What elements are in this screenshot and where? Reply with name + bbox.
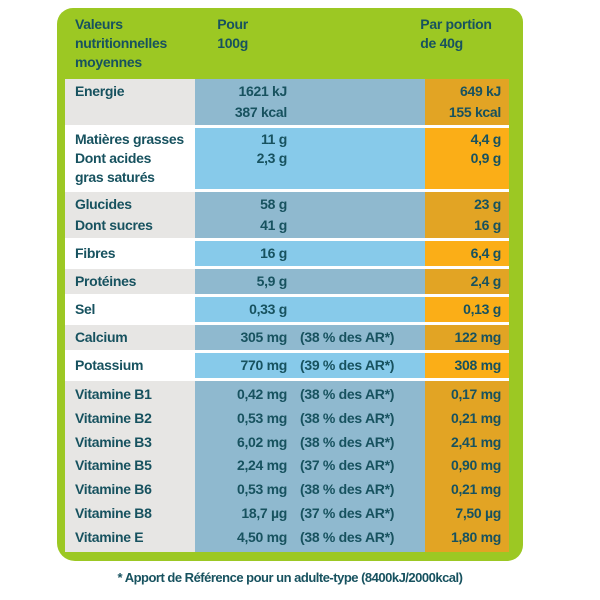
row-label: Glucides — [75, 196, 132, 212]
row-label-column — [65, 325, 195, 350]
row-label: gras saturés — [75, 169, 155, 185]
per-100g-column — [195, 269, 425, 294]
row-label: Vitamine B2 — [75, 409, 152, 426]
table-body — [65, 79, 509, 552]
value-per-40g: 0,17 mg — [450, 386, 501, 402]
per-40g-column — [425, 192, 509, 238]
value-per-100g: 41 g — [260, 217, 287, 233]
footnote: * Apport de Référence pour un adulte-type (8400kJ/2000kcal) — [117, 570, 463, 585]
per-40g-column — [425, 241, 509, 266]
per-100g-line — [195, 194, 425, 215]
per-40g-column — [425, 381, 509, 552]
per-40g-column — [425, 269, 509, 294]
per-100g-line — [195, 130, 425, 149]
header-text-line: de 40g — [420, 35, 463, 51]
row-label: Fibres — [75, 245, 116, 261]
value-per-100g: 4,50 mg — [236, 528, 287, 545]
table-row-group — [65, 128, 509, 189]
value-per-40g: 1,80 mg — [450, 528, 501, 545]
value-per-40g: 2,4 g — [470, 273, 501, 289]
value-per-40g: 23 g — [474, 196, 501, 212]
per-40g-line — [425, 102, 501, 123]
per-100g-line — [195, 215, 425, 236]
per-40g-line — [425, 526, 501, 550]
table-row-group — [65, 325, 509, 350]
table-row-group — [65, 241, 509, 266]
row-label-column — [65, 269, 195, 294]
row-label: Energie — [75, 83, 125, 99]
value-per-100g: 387 kcal — [234, 104, 287, 120]
per-100g-line — [195, 327, 425, 348]
ar-percentage: (39 % des AR*) — [300, 357, 395, 373]
ar-percentage: (37 % des AR*) — [300, 457, 395, 474]
value-per-100g: 0,53 mg — [236, 481, 287, 498]
per-100g-line — [195, 431, 425, 455]
per-40g-line — [425, 149, 501, 168]
value-per-40g: 2,41 mg — [450, 433, 501, 450]
row-label: Sel — [75, 301, 96, 317]
header-col-per-100g — [193, 15, 420, 72]
value-per-40g: 0,13 g — [463, 301, 501, 317]
ar-percentage: (38 % des AR*) — [300, 481, 395, 498]
table-row-group — [65, 269, 509, 294]
row-label-column — [65, 128, 195, 189]
header-text-line: 100g — [217, 35, 248, 51]
per-40g-line — [425, 194, 501, 215]
table-row-group — [65, 353, 509, 378]
row-label-column — [65, 79, 195, 125]
ar-percentage: (38 % des AR*) — [300, 528, 395, 545]
per-100g-line — [195, 502, 425, 526]
value-per-100g: 16 g — [260, 245, 287, 261]
row-label-column — [65, 297, 195, 322]
per-100g-line — [195, 355, 425, 376]
value-per-40g: 7,50 µg — [455, 504, 501, 521]
table-row-group — [65, 79, 509, 125]
header-text-line: nutritionnelles — [75, 35, 167, 51]
row-label: Vitamine B1 — [75, 386, 152, 402]
value-per-40g: 155 kcal — [448, 104, 501, 120]
per-100g-line — [195, 102, 425, 123]
header-text-line: moyennes — [75, 54, 142, 70]
per-40g-line — [425, 81, 501, 102]
per-100g-column — [195, 297, 425, 322]
ar-percentage: (37 % des AR*) — [300, 504, 395, 521]
header-text-line: Par portion — [420, 16, 492, 32]
per-100g-line — [195, 149, 425, 168]
row-label: Potassium — [75, 357, 144, 373]
per-100g-line — [195, 526, 425, 550]
value-per-100g: 2,24 mg — [236, 457, 287, 474]
value-per-100g: 2,3 g — [256, 150, 287, 166]
row-label-column — [65, 192, 195, 238]
value-per-100g: 0,53 mg — [236, 409, 287, 426]
value-per-40g: 4,4 g — [470, 131, 501, 147]
value-per-100g: 1621 kJ — [238, 83, 287, 99]
per-100g-line — [195, 243, 425, 264]
per-40g-column — [425, 325, 509, 350]
per-100g-line — [195, 383, 425, 407]
row-label: Vitamine E — [75, 528, 144, 545]
per-100g-column — [195, 353, 425, 378]
value-per-100g: 58 g — [260, 196, 287, 212]
per-100g-column — [195, 192, 425, 238]
value-per-100g: 18,7 µg — [241, 504, 287, 521]
per-100g-column — [195, 79, 425, 125]
ar-percentage: (38 % des AR*) — [300, 409, 395, 426]
per-100g-line — [195, 407, 425, 431]
per-100g-line — [195, 454, 425, 478]
value-per-100g: 5,9 g — [256, 273, 287, 289]
per-40g-line — [425, 478, 501, 502]
value-per-100g: 6,02 mg — [236, 433, 287, 450]
value-per-40g: 6,4 g — [470, 245, 501, 261]
nutrition-table — [57, 8, 523, 561]
ar-percentage: (38 % des AR*) — [300, 386, 395, 402]
per-40g-line — [425, 502, 501, 526]
per-100g-line — [195, 478, 425, 502]
per-40g-line — [425, 130, 501, 149]
header-text-line: Pour — [217, 16, 248, 32]
value-per-40g: 308 mg — [454, 357, 501, 373]
per-40g-column — [425, 297, 509, 322]
ar-percentage: (38 % des AR*) — [300, 329, 395, 345]
per-40g-line — [425, 407, 501, 431]
row-label: Vitamine B6 — [75, 481, 152, 498]
ar-percentage: (38 % des AR*) — [300, 433, 395, 450]
value-per-100g: 11 g — [260, 131, 287, 147]
per-100g-line — [195, 271, 425, 292]
per-100g-column — [195, 325, 425, 350]
per-40g-line — [425, 243, 501, 264]
value-per-100g: 0,42 mg — [236, 386, 287, 402]
row-label-column — [65, 241, 195, 266]
value-per-100g: 305 mg — [240, 329, 287, 345]
value-per-40g: 0,21 mg — [450, 481, 501, 498]
value-per-100g: 0,33 g — [249, 301, 287, 317]
value-per-40g: 649 kJ — [459, 83, 501, 99]
row-label: Matières grasses — [75, 131, 184, 147]
per-100g-line — [195, 81, 425, 102]
row-label: Vitamine B8 — [75, 504, 152, 521]
row-label: Vitamine B5 — [75, 457, 152, 474]
table-header — [65, 8, 509, 77]
header-col-per-portion — [420, 15, 509, 72]
row-label: Vitamine B3 — [75, 433, 152, 450]
row-label: Protéines — [75, 273, 137, 289]
per-40g-line — [425, 454, 501, 478]
row-label: Calcium — [75, 329, 128, 345]
per-40g-line — [425, 299, 501, 320]
row-label-column — [65, 381, 195, 552]
per-100g-column — [195, 381, 425, 552]
per-40g-line — [425, 215, 501, 236]
per-40g-line — [425, 327, 501, 348]
value-per-40g: 122 mg — [454, 329, 501, 345]
value-per-40g: 0,21 mg — [450, 409, 501, 426]
value-per-40g: 16 g — [474, 217, 501, 233]
per-40g-column — [425, 79, 509, 125]
row-label: Dont acides — [75, 150, 152, 166]
header-col-nutrients — [65, 15, 193, 72]
per-40g-column — [425, 353, 509, 378]
per-40g-line — [425, 271, 501, 292]
per-100g-line — [195, 299, 425, 320]
per-40g-line — [425, 355, 501, 376]
row-label-column — [65, 353, 195, 378]
per-100g-column — [195, 241, 425, 266]
value-per-100g: 770 mg — [240, 357, 287, 373]
value-per-40g: 0,90 mg — [450, 457, 501, 474]
header-text-line: Valeurs — [75, 16, 123, 32]
table-row-group — [65, 192, 509, 238]
row-label: Dont sucres — [75, 217, 153, 233]
per-40g-line — [425, 431, 501, 455]
table-row-group — [65, 381, 509, 552]
per-100g-column — [195, 128, 425, 189]
table-row-group — [65, 297, 509, 322]
per-40g-column — [425, 128, 509, 189]
value-per-40g: 0,9 g — [470, 150, 501, 166]
per-40g-line — [425, 383, 501, 407]
